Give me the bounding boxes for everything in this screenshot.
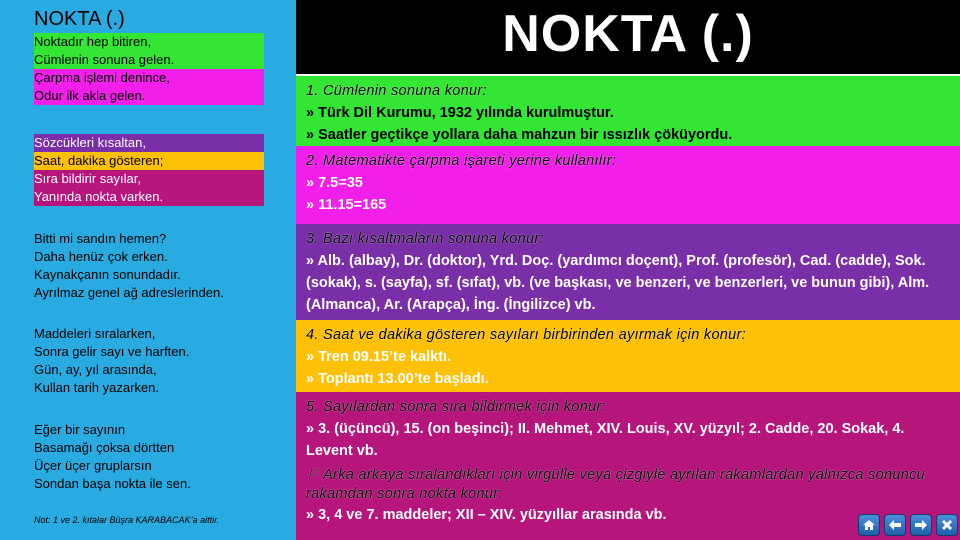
poem-line: Kaynakçanın sonundadır. [34,267,181,282]
rule-example: » Alb. (albay), Dr. (doktor), Yrd. Doç. (yardımcı doçent), Prof. (profesör), Cad. (cadde), Sok. (sokak), s. (sayfa), sf. (sıfat), vb. (ve başkası, ve benzeri, ve benzerleri, ve bunun gibi), Alm. (Almanca), Ar. (Arapça), İng. (İngilizce) vb. [306,253,930,313]
rule-heading: 4. Saat ve dakika gösteren sayıları birbirinden ayırmak için konur: [306,327,746,343]
rule-section-3 [296,224,960,320]
sidebar-title: NOKTA (.) [34,8,125,30]
forward-arrow-icon[interactable] [910,514,932,536]
poem-line: Sondan başa nokta ile sen. [34,476,191,491]
poem-stanza-4 [34,325,264,397]
rule-heading: 1. Cümlenin sonuna konur: [306,83,487,99]
rule-example: » 7.5=35 [306,175,363,191]
rule-note: ⚐ Arka arkaya sıralandıkları için virgülle veya çizgiyle ayrılan rakamlardan yalnızca sonuncu rakamdan sonra nokta konur: [306,467,926,502]
rule-example: » 3. (üçüncü), 15. (on beşinci); II. Mehmet, XIV. Louis, XV. yüzyıl; 2. Cadde, 20. Sokak, 4. Levent vb. [306,421,905,459]
poem-line: Basamağı çoksa dörtten [34,440,175,455]
content-panel [296,0,960,540]
poem-line: Sözcükleri kısaltan, [34,134,264,152]
rule-section-2 [296,146,960,224]
home-icon[interactable] [858,514,880,536]
rule-example: » Tren 09.15’te kalktı. [306,349,452,365]
slide-title: NOKTA (.) [502,5,754,63]
rule-heading: 2. Matematikte çarpma işareti yerine kullanılır: [306,153,617,169]
rule-section-1 [296,76,960,146]
slide-navigation [858,514,958,538]
poem-line: Yanında nokta varken. [34,188,264,206]
poem-stanza-2 [34,134,264,206]
rule-heading: 3. Bazı kısaltmaların sonuna konur: [306,231,544,247]
back-arrow-icon[interactable] [884,514,906,536]
poem-line: Gün, ay, yıl arasında, [34,362,157,377]
poem-stanza-1 [34,33,264,105]
poem-line: Kullan tarih yazarken. [34,380,160,395]
rule-example: » Toplantı 13.00’te başladı. [306,371,489,387]
rule-section-4 [296,320,960,392]
close-icon[interactable] [936,514,958,536]
poem-stanza-5 [34,421,264,493]
poem-line: Eğer bir sayının [34,422,126,437]
poem-stanza-3 [34,230,264,302]
rule-heading: 5. Sayılardan sonra sıra bildirmek için konur: [306,399,606,415]
poem-line: Odur ilk akla gelen. [34,87,264,105]
poem-line: Sıra bildirir sayılar, [34,170,264,188]
poem-line: Çarpma işlemi denince, [34,69,264,87]
poem-line: Saat, dakika gösteren; [34,152,264,170]
poem-line: Maddeleri sıralarken, [34,326,156,341]
poem-line: Üçer üçer gruplarsın [34,458,152,473]
poem-line: Cümlenin sonuna gelen. [34,51,264,69]
poem-line: Daha henüz çok erken. [34,249,168,264]
poem-line: Noktadır hep bitiren, [34,33,264,51]
poem-line: Ayrılmaz genel ağ adreslerinden. [34,285,224,300]
rule-example: » 3, 4 ve 7. maddeler; XII – XIV. yüzyıllar arasında vb. [306,507,667,523]
rule-example: » Saatler geçtikçe yollara daha mahzun bir ıssızlık çöküyordu. [306,127,733,143]
poem-sidebar [0,0,296,540]
rule-example: » Türk Dil Kurumu, 1932 yılında kurulmuştur. [306,105,614,121]
slide-header [296,0,960,74]
poem-line: Bitti mi sandın hemen? [34,231,167,246]
rule-example: » 11.15=165 [306,197,387,213]
author-note: Not: 1 ve 2. kıtalar Büşra KARABACAK’a aittir. [34,515,220,525]
poem-line: Sonra gelir sayı ve harften. [34,344,190,359]
